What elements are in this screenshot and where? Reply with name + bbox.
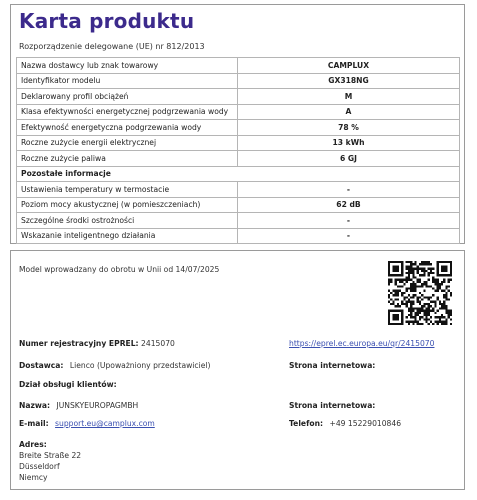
website2-label: Strona internetowa: xyxy=(289,401,376,410)
row-value: 13 kWh xyxy=(238,135,460,151)
row-label: Klasa efektywności energetycznej podgrzewania wody xyxy=(17,104,238,120)
eprel-line xyxy=(19,339,175,348)
row-value: - xyxy=(238,213,460,229)
phone-label: Telefon: xyxy=(289,419,324,428)
row-value: CAMPLUX xyxy=(238,58,460,74)
table-row xyxy=(17,89,460,105)
service-heading: Dział obsługi klientów: xyxy=(19,380,117,389)
registration-card xyxy=(10,250,465,490)
table-row xyxy=(17,120,460,136)
page-title: Karta produktu xyxy=(19,9,195,33)
table-row xyxy=(17,104,460,120)
product-card xyxy=(10,4,465,244)
table-row xyxy=(17,213,460,229)
row-label: Ustawienia temperatury w termostacie xyxy=(17,182,238,198)
supplier-label: Dostawca: xyxy=(19,361,64,370)
row-label: Poziom mocy akustycznej (w pomieszczeniach) xyxy=(17,197,238,213)
phone-value: +49 15229010846 xyxy=(329,419,402,428)
email-link[interactable]: support.eu@camplux.com xyxy=(55,419,155,428)
spec-table xyxy=(16,57,460,244)
row-label: Roczne zużycie energii elektrycznej xyxy=(17,135,238,151)
row-label: Efektywność energetyczna podgrzewania wody xyxy=(17,120,238,136)
address-line-2: Düsseldorf xyxy=(19,462,60,471)
address-label: Adres: xyxy=(19,440,47,449)
website-label: Strona internetowa: xyxy=(289,361,376,370)
row-label: Deklarowany profil obciążeń xyxy=(17,89,238,105)
regulation-reference: Rozporządzenie delegowane (UE) nr 812/2013 xyxy=(19,42,205,51)
table-row xyxy=(17,182,460,198)
qr-code-icon xyxy=(388,261,452,325)
row-value: A xyxy=(238,104,460,120)
row-value: 6 GJ xyxy=(238,151,460,167)
name-value: JUNSKYEUROPAGMBH xyxy=(56,401,139,410)
row-value: GX318NG xyxy=(238,73,460,89)
row-label: Wskazanie inteligentnego działania xyxy=(17,228,238,244)
eprel-label: Numer rejestracyjny EPREL: xyxy=(19,339,139,348)
row-label: Roczne zużycie paliwa xyxy=(17,151,238,167)
row-value: - xyxy=(238,228,460,244)
eprel-link[interactable]: https://eprel.ec.europa.eu/qr/2415070 xyxy=(289,339,435,348)
table-row xyxy=(17,197,460,213)
row-value: - xyxy=(238,182,460,198)
row-value: M xyxy=(238,89,460,105)
market-date-text: Model wprowadzany do obrotu w Unii od 14/07/2025 xyxy=(19,265,220,274)
eprel-number: 2415070 xyxy=(141,339,175,348)
email-line xyxy=(19,419,155,428)
supplier-line xyxy=(19,361,210,370)
address-line-1: Breite Straße 22 xyxy=(19,451,82,460)
table-row xyxy=(17,135,460,151)
row-label: Nazwa dostawcy lub znak towarowy xyxy=(17,58,238,74)
table-row xyxy=(17,58,460,74)
address-line-3: Niemcy xyxy=(19,473,48,482)
section-heading-row xyxy=(17,166,460,182)
row-value: 62 dB xyxy=(238,197,460,213)
supplier-value: Lienco (Upoważniony przedstawiciel) xyxy=(69,361,211,370)
table-row xyxy=(17,73,460,89)
table-row xyxy=(17,151,460,167)
name-line xyxy=(19,401,138,410)
email-label: E-mail: xyxy=(19,419,49,428)
table-row xyxy=(17,228,460,244)
phone-line xyxy=(289,419,401,428)
name-label: Nazwa: xyxy=(19,401,51,410)
row-value: 78 % xyxy=(238,120,460,136)
row-label: Szczególne środki ostrożności xyxy=(17,213,238,229)
section-heading: Pozostałe informacje xyxy=(17,166,460,182)
row-label: Identyfikator modelu xyxy=(17,73,238,89)
